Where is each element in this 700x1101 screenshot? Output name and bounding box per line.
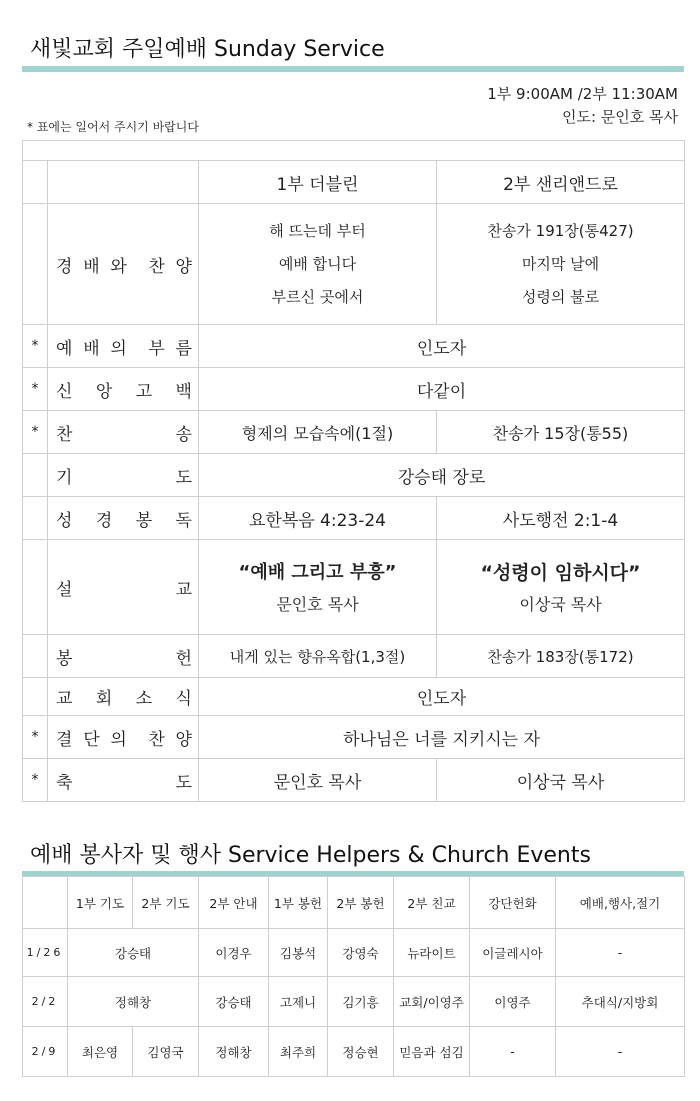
table-row: 2/2 정해창 강승태 고제니 김기흥 교회/이영주 이영주 추대식/지방회 [23,977,685,1027]
order-label: 신 앙 고 백 [48,368,199,411]
sermon-second: “성령이 임하시다” 이상국 목사 [437,540,685,635]
table-row: 교 회 소 식 인도자 [23,678,685,716]
order-label: 교 회 소 식 [48,678,199,716]
column-header-first: 1부 더블린 [199,161,437,204]
table-row: 2/9 최은영 김영국 정해창 최주희 정승현 믿음과 섬김 - - [23,1027,685,1077]
table-row: 기 도 강승태 장로 [23,454,685,497]
worship-order-table [22,140,685,802]
order-label: 봉 헌 [48,635,199,678]
order-label: 기 도 [48,454,199,497]
title-rule [22,66,684,72]
order-label: 찬 송 [48,411,199,454]
table-spacer-row [23,141,685,161]
table-row: 1/26 강승태 이경우 김봉석 강영숙 뉴라이트 이글레시아 - [23,929,685,977]
table-row [23,540,685,635]
helpers-title: 예배 봉사자 및 행사 Service Helpers & Church Events [30,843,591,868]
table-row: * 축 도 문인호 목사 이상국 목사 [23,759,685,802]
order-label: 성 경 봉 독 [48,497,199,540]
table-row: 봉 헌 내게 있는 향유옥합(1,3절) 찬송가 183장(통172) [23,635,685,678]
table-row [23,204,685,325]
table-header-row [23,161,685,204]
helpers-header-row: 1부 기도 2부 기도 2부 안내 1부 봉헌 2부 봉헌 2부 친교 강단헌화 예배,행사,절기 [23,877,685,929]
table-row: * 결 단 의 찬 양 하나님은 너를 지키시는 자 [23,716,685,759]
service-leader: 인도: 문인호 목사 [561,108,678,126]
praise-second: 찬송가 191장(통427) 마지막 날에 성령의 불로 [437,204,685,325]
table-row: 성 경 봉 독 요한복음 4:23-24 사도행전 2:1-4 [23,497,685,540]
standing-note: * 표에는 일어서 주시기 바랍니다 [27,120,199,134]
order-label: 예 배 의 부 름 [48,325,199,368]
service-times: 1부 9:00AM /2부 11:30AM [487,85,678,103]
table-row: * 예 배 의 부 름 인도자 [23,325,685,368]
praise-first: 해 뜨는데 부터 예배 합니다 부르신 곳에서 [199,204,437,325]
helpers-table [22,876,685,1077]
order-label: 경 배 와 찬 양 [48,204,199,325]
order-label: 축 도 [48,759,199,802]
table-row: * 찬 송 형제의 모습속에(1절) 찬송가 15장(통55) [23,411,685,454]
order-label: 설 교 [48,540,199,635]
column-header-second: 2부 샌리앤드로 [437,161,685,204]
sermon-first: “예배 그리고 부흥” 문인호 목사 [199,540,437,635]
page-title: 새빛교회 주일예배 Sunday Service [30,37,385,62]
table-row: * 신 앙 고 백 다같이 [23,368,685,411]
order-label: 결 단 의 찬 양 [48,716,199,759]
